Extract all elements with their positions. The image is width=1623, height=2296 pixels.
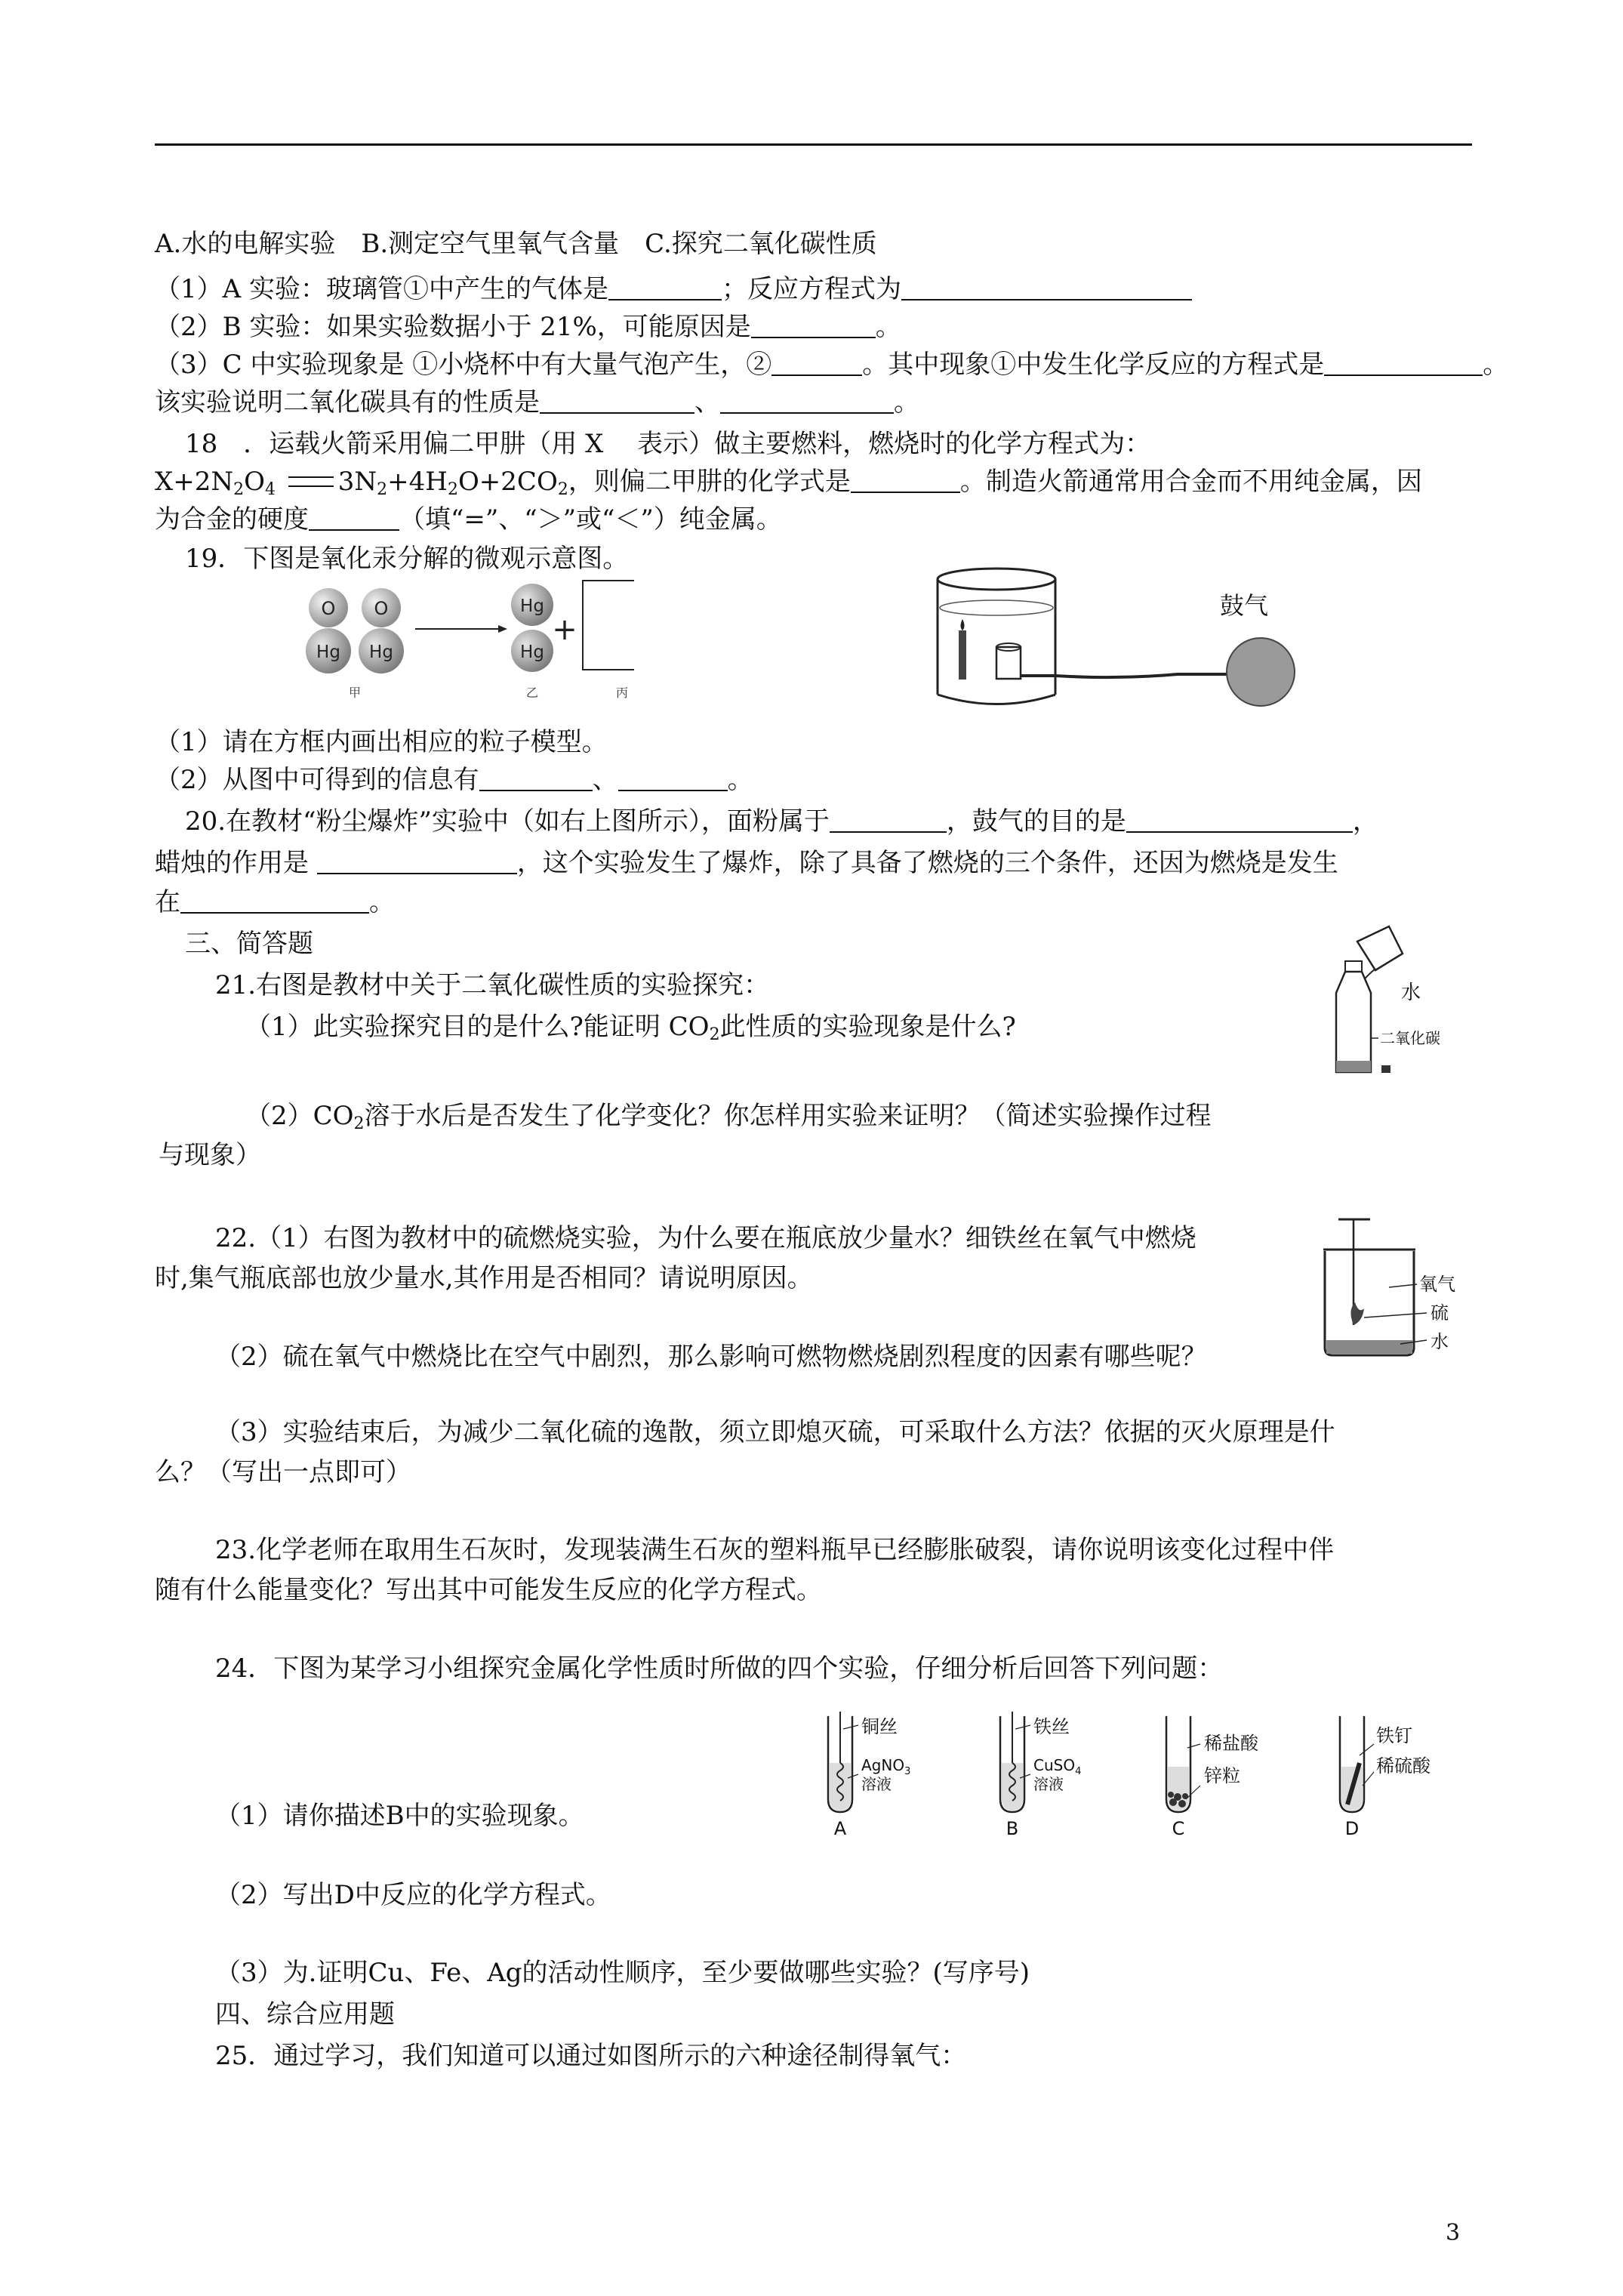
test-tube-b (1000, 1712, 1081, 1838)
svg-text:CuSO4: CuSO$_4$ (1033, 1756, 1082, 1777)
svg-text:Hg: Hg (520, 596, 544, 616)
q24-title: 24．下图为某学习小组探究金属化学性质时所做的四个实验，仔细分析后回答下列问题： (215, 1653, 1224, 1684)
svg-text:溶液: 溶液 (1033, 1775, 1064, 1793)
test-tube-a (828, 1712, 910, 1838)
svg-text:硫: 硫 (1431, 1302, 1449, 1324)
svg-text:AgNO3: AgNO$_3$ (861, 1756, 911, 1777)
q21-sub2-line2: 与现象） (159, 1140, 261, 1170)
q20-line1: 20.在教材“粉尘爆炸”实验中（如右上图所示），面粉属于 ，鼓气的目的是 ， (185, 806, 1378, 837)
svg-text:水: 水 (1401, 982, 1421, 1004)
arrow-icon (498, 625, 507, 633)
svg-text:Hg: Hg (520, 643, 544, 662)
q22-line1: 22.（1）右图为教材中的硫燃烧实验，为什么要在瓶底放少量水？细铁丝在氧气中燃烧 (215, 1223, 1196, 1253)
answer-blank[interactable] (830, 809, 947, 833)
answer-blank[interactable] (180, 889, 369, 914)
svg-text:乙: 乙 (525, 686, 539, 700)
answer-blank[interactable] (720, 390, 894, 414)
test-tube-c (1166, 1716, 1259, 1838)
q18-line1: 18 ．运载火箭采用偏二甲肼（用 X 表示）做主要燃料，燃烧时的化学方程式为： (185, 429, 1151, 459)
hgo-molecule-2 (359, 588, 404, 673)
q23-line2: 随有什么能量变化？写出其中可能发生反应的化学方程式。 (155, 1575, 822, 1605)
sulfur-combustion-figure (1317, 1212, 1472, 1367)
svg-text:C: C (1172, 1818, 1185, 1838)
q23-line1: 23.化学老师在取用生石灰时，发现装满生石灰的塑料瓶早已经膨胀破裂，请你说明该变化过程中伴 (215, 1535, 1335, 1565)
svg-text:铜丝: 铜丝 (861, 1716, 898, 1737)
svg-text:氧气: 氧气 (1419, 1274, 1455, 1295)
hg-atoms (511, 584, 553, 672)
answer-blank[interactable] (618, 767, 728, 791)
section-heading: 四、综合应用题 (215, 1999, 395, 2029)
answer-blank[interactable] (1126, 809, 1353, 833)
q22-sub3-line1: （3）实验结束后，为减少二氧化硫的逸散，须立即熄灭硫，可采取什么方法？依据的灭火原理是什 (215, 1417, 1335, 1447)
answer-blank[interactable] (901, 276, 1192, 300)
q21-sub1: （1）此实验探究目的是什么?能证明 $CO_2$此性质的实验现象是什么? (245, 1012, 1016, 1044)
q24-sub2: （2）写出D中反应的化学方程式。 (215, 1880, 611, 1910)
q24-sub3: （3）为.证明Cu、Fe、Ag的活动性顺序，至少要做哪些实验？(写序号) (215, 1958, 1030, 1988)
mercury-oxide-diagram (294, 578, 634, 710)
svg-text:稀硫酸: 稀硫酸 (1376, 1755, 1431, 1777)
q20-line3: 在 。 (155, 887, 395, 917)
q17-sub2: （2）B 实验：如果实验数据小于 21%，可能原因是 。 (155, 312, 901, 342)
svg-text:铁钉: 铁钉 (1376, 1725, 1412, 1746)
header-rule (155, 143, 1472, 146)
q20-line2: 蜡烛的作用是 ，这个实验发生了爆炸，除了具备了燃烧的三个条件，还因为燃烧是发生 (155, 848, 1338, 878)
flame-icon (1350, 1302, 1364, 1325)
gas-jar-icon (1325, 1251, 1414, 1355)
q19-sub2: （2）从图中可得到的信息有 、 。 (155, 765, 753, 795)
answer-blank[interactable] (309, 507, 399, 531)
q17-sub3-line2: 该实验说明二氧化碳具有的性质是 、 。 (155, 387, 919, 418)
q22-line2: 时,集气瓶底部也放少量水,其作用是否相同？请说明原因。 (155, 1263, 813, 1293)
svg-text:D: D (1344, 1818, 1360, 1838)
bellows-bulb-icon (1227, 638, 1295, 706)
svg-text:稀盐酸: 稀盐酸 (1204, 1733, 1258, 1754)
svg-text:溶液: 溶液 (861, 1775, 892, 1793)
svg-text:A: A (833, 1818, 847, 1838)
answer-blank[interactable] (771, 352, 862, 376)
svg-text:甲: 甲 (348, 686, 362, 700)
candle-icon (959, 630, 966, 680)
svg-text:鼓气: 鼓气 (1219, 591, 1269, 620)
svg-text:锌粒: 锌粒 (1204, 1765, 1240, 1786)
answer-blank[interactable] (540, 390, 694, 414)
svg-text:铁丝: 铁丝 (1033, 1716, 1070, 1737)
q22-sub2: （2）硫在氧气中燃烧比在空气中剧烈，那么影响可燃物燃烧剧烈程度的因素有哪些呢？ (215, 1342, 1207, 1372)
co2-bottle-figure (1306, 917, 1472, 1083)
dust-explosion-apparatus (929, 562, 1306, 721)
answer-blank[interactable] (479, 767, 593, 791)
plastic-bottle-icon (1336, 972, 1371, 1072)
answer-blank[interactable] (751, 314, 876, 338)
q17-sub3: （3）C 中实验现象是 ①小烧杯中有大量气泡产生，② 。其中现象①中发生化学反应的方程式是 。 (155, 350, 1509, 380)
q21-sub2: $(2)CO_2$溶于水后是否发生了化学变化？你怎样用实验来证明？（简述实验操作过程 (245, 1101, 1212, 1133)
q25-title: 25．通过学习，我们知道可以通过如图所示的六种途径制得氧气： (215, 2041, 967, 2071)
q22-sub3-line2: 么？（写出一点即可） (155, 1457, 411, 1487)
test-tube-d (1340, 1716, 1431, 1838)
q19-title: 19．下图是氧化汞分解的微观示意图。 (185, 544, 629, 574)
answer-box[interactable] (583, 581, 634, 670)
q19-sub1: （1）请在方框内画出相应的粒子模型。 (155, 727, 608, 757)
q17-sub1: （1）A 实验：玻璃管①中产生的气体是 ；反应方程式为 (155, 274, 1192, 304)
equals-sign (288, 476, 334, 487)
svg-text:B: B (1006, 1818, 1019, 1838)
answer-blank[interactable] (851, 469, 960, 493)
answer-blank[interactable] (608, 276, 722, 300)
answer-blank[interactable] (1324, 352, 1483, 376)
q17-options: A.水的电解实验 B.测定空气里氧气含量 C.探究二氧化碳性质 (155, 229, 877, 259)
svg-text:丙: 丙 (615, 686, 629, 700)
q24-sub1: （1）请你描述B中的实验现象。 (215, 1801, 584, 1831)
beaker-icon (1357, 926, 1403, 970)
svg-text:O: O (374, 598, 389, 619)
svg-text:Hg: Hg (369, 643, 393, 662)
plus-sign: + (552, 612, 577, 647)
q21-title: 21.右图是教材中关于二氧化碳性质的实验探究： (215, 970, 770, 1000)
answer-blank[interactable] (317, 850, 517, 874)
q18-equation-line: $X+2N_2O_4$ $3N_2+4H_2O+2CO_2$，则偏二甲肼的化学式是 。制造火箭通常用合金而不用纯金属，因 (155, 467, 1422, 499)
metal-reactions-test-tubes (819, 1710, 1498, 1838)
svg-text:二氧化碳: 二氧化碳 (1380, 1029, 1440, 1047)
hgo-molecule-1 (306, 588, 351, 673)
section-heading: 三、简答题 (185, 929, 313, 959)
svg-text:O: O (321, 598, 336, 619)
q18-line3: 为合金的硬度 （填“=”、“＞”或“＜”）纯金属。 (155, 504, 782, 535)
page-number: 3 (1446, 2220, 1461, 2246)
svg-text:Hg: Hg (316, 643, 340, 662)
svg-text:水: 水 (1431, 1331, 1449, 1352)
